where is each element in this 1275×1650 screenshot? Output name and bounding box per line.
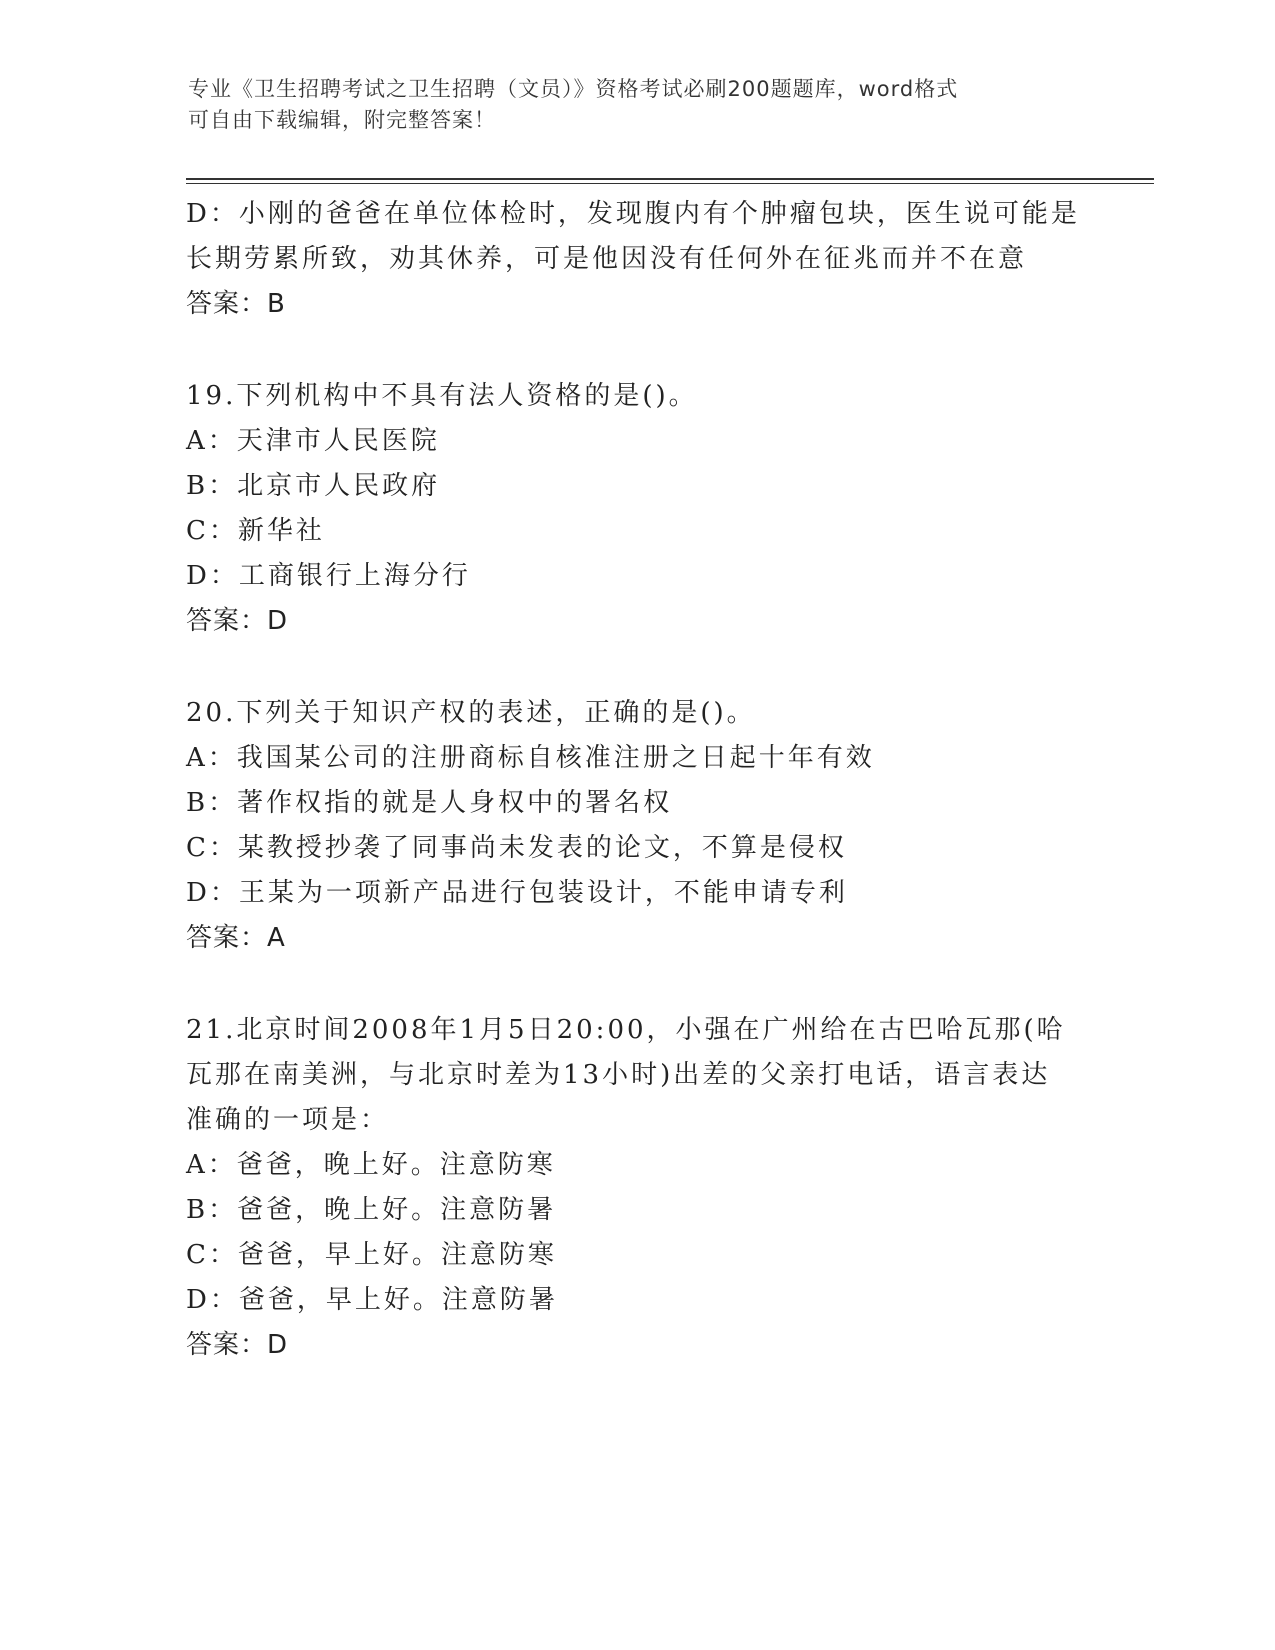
question-19: [186, 374, 1086, 644]
option-d: D：王某为一项新产品进行包装设计，不能申请专利: [186, 878, 848, 908]
question-stem-continued: 准确的一项是：: [186, 1105, 390, 1135]
option-a: A：天津市人民医院: [186, 426, 440, 456]
option-b: B：北京市人民政府: [186, 471, 441, 501]
option-d-continued: 长期劳累所致，劝其休养，可是他因没有任何外在征兆而并不在意: [186, 244, 1028, 274]
option-b: B：著作权指的就是人身权中的署名权: [186, 788, 673, 818]
answer: 答案：D: [186, 1330, 289, 1360]
header-rule-thin: [186, 183, 1154, 184]
header-line-2: 可自由下载编辑，附完整答案！: [188, 108, 496, 132]
answer: 答案：A: [186, 923, 286, 953]
option-d: D：爸爸，早上好。注意防暑: [186, 1285, 558, 1315]
option-c: C：新华社: [186, 516, 325, 546]
header-line-1: 专业《卫生招聘考试之卫生招聘（文员）》资格考试必刷200题题库，word格式: [188, 77, 959, 101]
question-stem: 20.下列关于知识产权的表述，正确的是()。: [186, 698, 756, 728]
option-b: B：爸爸，晚上好。注意防暑: [186, 1195, 557, 1225]
question-stem: 21.北京时间2008年1月5日20:00，小强在广州给在古巴哈瓦那(哈: [186, 1015, 1066, 1045]
option-c: C：某教授抄袭了同事尚未发表的论文，不算是侵权: [186, 833, 847, 863]
question-stem-continued: 瓦那在南美洲，与北京时差为13小时)出差的父亲打电话，语言表达: [186, 1060, 1051, 1090]
option-d: D：工商银行上海分行: [186, 561, 471, 591]
option-a: A：爸爸，晚上好。注意防寒: [186, 1150, 556, 1180]
header-rule-thick: [186, 178, 1154, 180]
option-c: C：爸爸，早上好。注意防寒: [186, 1240, 557, 1270]
option-a: A：我国某公司的注册商标自核准注册之日起十年有效: [186, 743, 875, 773]
answer: 答案：D: [186, 606, 289, 636]
question-20: [186, 691, 1086, 961]
document-header: [188, 74, 1088, 136]
question-stem: 19.下列机构中不具有法人资格的是()。: [186, 381, 698, 411]
option-d: D：小刚的爸爸在单位体检时，发现腹内有个肿瘤包块，医生说可能是: [186, 199, 1080, 229]
question-18-tail: [186, 192, 1086, 327]
answer: 答案：B: [186, 289, 286, 319]
document-body: [186, 192, 1086, 1368]
question-21: [186, 1008, 1086, 1368]
